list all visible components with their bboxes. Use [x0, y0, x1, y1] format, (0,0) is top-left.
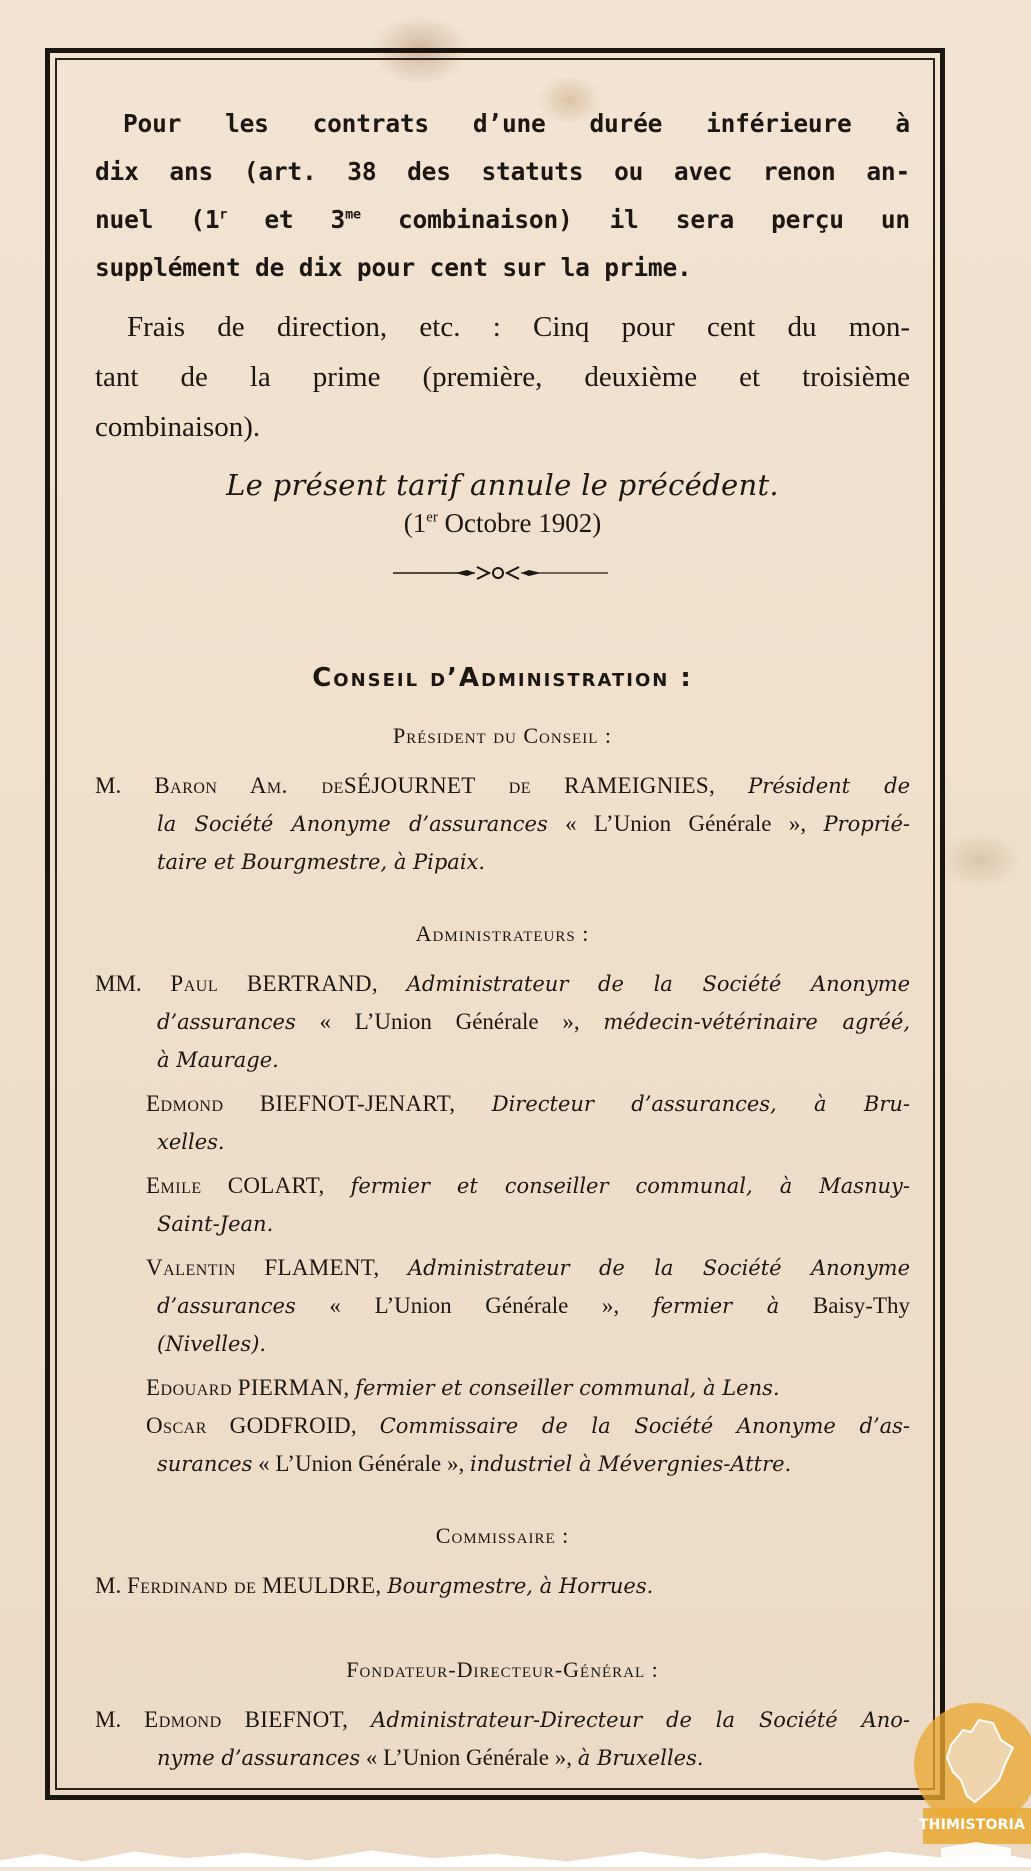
surname: SÉJOURNET [343, 773, 476, 798]
administrator-entry [95, 1369, 910, 1407]
surname: GODFROID, [229, 1413, 357, 1438]
thimistoria-watermark [901, 1690, 1031, 1867]
role-text: nyme d’assurances [157, 1746, 361, 1770]
particle: de [508, 773, 532, 798]
role-text: industriel à Mévergnies-Attre. [469, 1452, 792, 1476]
torn-paper-edge [0, 1845, 1031, 1867]
text-line [95, 1567, 910, 1605]
date-fragment: Octobre 1902) [437, 508, 602, 538]
surname: MEULDRE, [262, 1573, 382, 1598]
company-name: « L’Union Générale », [365, 1745, 573, 1770]
role-text: Administrateur de la Société Anonyme [407, 1256, 911, 1280]
given-name: Valentin [146, 1255, 236, 1280]
text-fragment: combinaison) il sera perçu un [360, 205, 910, 234]
role-text: Saint-Jean. [157, 1212, 274, 1236]
text-line [146, 1325, 910, 1363]
commissioner-heading: Commissaire : [435, 1523, 570, 1548]
text-line [95, 843, 910, 881]
administrator-entry [95, 1249, 910, 1363]
fees-paragraph [95, 302, 910, 452]
surname: PIERMAN, [237, 1375, 350, 1400]
founder-entry [95, 1701, 910, 1777]
role-text: Administrateur de la Société Anonyme [406, 972, 911, 996]
text-line: supplément de dix pour cent sur la prime. [95, 253, 692, 282]
role-text: Directeur d’assurances, à Bru- [491, 1092, 910, 1116]
honorific: M. [95, 1573, 122, 1598]
surname: FLAMENT, [264, 1255, 380, 1280]
commissioner-entry [95, 1567, 910, 1605]
ornamental-divider-icon [383, 563, 623, 583]
role-text: Président de [748, 774, 910, 798]
text-line [146, 1407, 910, 1445]
administrator-entry [95, 1407, 910, 1483]
given-name: Edmond [144, 1707, 222, 1732]
role-text: Bourgmestre, à Horrues. [387, 1574, 654, 1598]
honorific: M. [95, 1707, 122, 1732]
founder-heading: Fondateur-Directeur-Général : [346, 1657, 659, 1682]
text-line: dix ans (art. 38 des statuts ou avec renon an- [95, 157, 910, 186]
given-name: Edmond [146, 1091, 224, 1116]
text-line [146, 1205, 910, 1243]
given-name: Paul [170, 971, 219, 996]
role-text: la Société Anonyme d’assurances [157, 812, 548, 836]
board-title: Conseil d’Administration : [312, 663, 693, 693]
surname: COLART, [227, 1173, 325, 1198]
text-line: Pour les contrats d’une durée inférieure à [123, 109, 910, 138]
role-text: (Nivelles). [157, 1332, 267, 1356]
role-text: médecin-vétérinaire agréé, [603, 1010, 911, 1034]
role-text: à Maurage. [157, 1048, 279, 1072]
text-line [95, 1739, 910, 1777]
company-name: « L’Union Générale », [565, 811, 807, 836]
date-fragment: (1 [403, 508, 427, 538]
role-text: Administrateur-Directeur de la Société Ano- [371, 1708, 911, 1732]
role-text: d’assurances [157, 1294, 296, 1318]
role-text: Commissaire de la Société Anonyme d’as- [379, 1414, 911, 1438]
text-line [95, 196, 910, 244]
company-name: « L’Union Générale », [258, 1451, 465, 1476]
superscript: me [345, 206, 361, 223]
text-fragment: et 3 [227, 205, 346, 234]
text-line [95, 965, 910, 1003]
text-line [146, 1123, 910, 1161]
text-line [95, 1701, 910, 1739]
text-line: tant de la prime (première, deuxième et troisième [95, 361, 910, 393]
given-name: Baron Am. de [154, 773, 344, 798]
text-line [146, 1085, 910, 1123]
given-name: Edouard [146, 1375, 232, 1400]
text-line [146, 1369, 910, 1407]
given-name: Emile [146, 1173, 202, 1198]
surname: RAMEIGNIES, [564, 773, 716, 798]
president-entry [95, 767, 910, 881]
honorific: MM. [95, 971, 142, 996]
text-line [146, 1167, 910, 1205]
president-heading: Président du Conseil : [392, 723, 612, 748]
text-line: Frais de direction, etc. : Cinq pour cent du mon- [127, 311, 910, 343]
text-line [146, 1445, 910, 1483]
surname: BERTRAND, [246, 971, 378, 996]
honorific: M. [95, 773, 122, 798]
administrator-entry [95, 965, 910, 1079]
text-line [95, 1003, 910, 1041]
thimistoria-logo-icon [901, 1690, 1031, 1867]
text-line: combinaison). [95, 411, 261, 443]
role-text: fermier et conseiller communal, à Lens. [355, 1376, 780, 1400]
supplement-paragraph [95, 100, 910, 292]
watermark-label: THIMISTORIA [918, 1817, 1026, 1833]
text-line [146, 1287, 910, 1325]
text-line [95, 805, 910, 843]
role-text: à Bruxelles. [577, 1746, 704, 1770]
surname: BIEFNOT-JENART, [259, 1091, 456, 1116]
text-line [95, 1041, 910, 1079]
place-name: Baisy-Thy [812, 1293, 910, 1318]
text-fragment: nuel (1 [95, 205, 220, 234]
superscript: er [426, 509, 438, 526]
company-name: « L’Union Générale », [329, 1293, 620, 1318]
tariff-notice: Le présent tarif annule le précédent. [226, 468, 779, 502]
role-text: fermier à [652, 1294, 780, 1318]
text-line [146, 1249, 910, 1287]
role-text: taire et Bourgmestre, à Pipaix. [157, 850, 486, 874]
role-text: xelles. [157, 1130, 225, 1154]
role-text: surances [157, 1452, 253, 1476]
company-name: « L’Union Générale », [319, 1009, 580, 1034]
superscript: r [219, 206, 228, 223]
role-text: d’assurances [157, 1010, 296, 1034]
administrators-heading: Administrateurs : [415, 921, 590, 946]
document-body [95, 100, 910, 1777]
given-name: Ferdinand de [126, 1573, 257, 1598]
text-line [95, 767, 910, 805]
administrator-entry [95, 1167, 910, 1243]
role-text: Proprié- [823, 812, 910, 836]
tariff-date [95, 508, 910, 539]
administrator-entry [95, 1085, 910, 1161]
given-name: Oscar [146, 1413, 207, 1438]
surname: BIEFNOT, [244, 1707, 349, 1732]
role-text: fermier et conseiller communal, à Masnuy- [350, 1174, 911, 1198]
